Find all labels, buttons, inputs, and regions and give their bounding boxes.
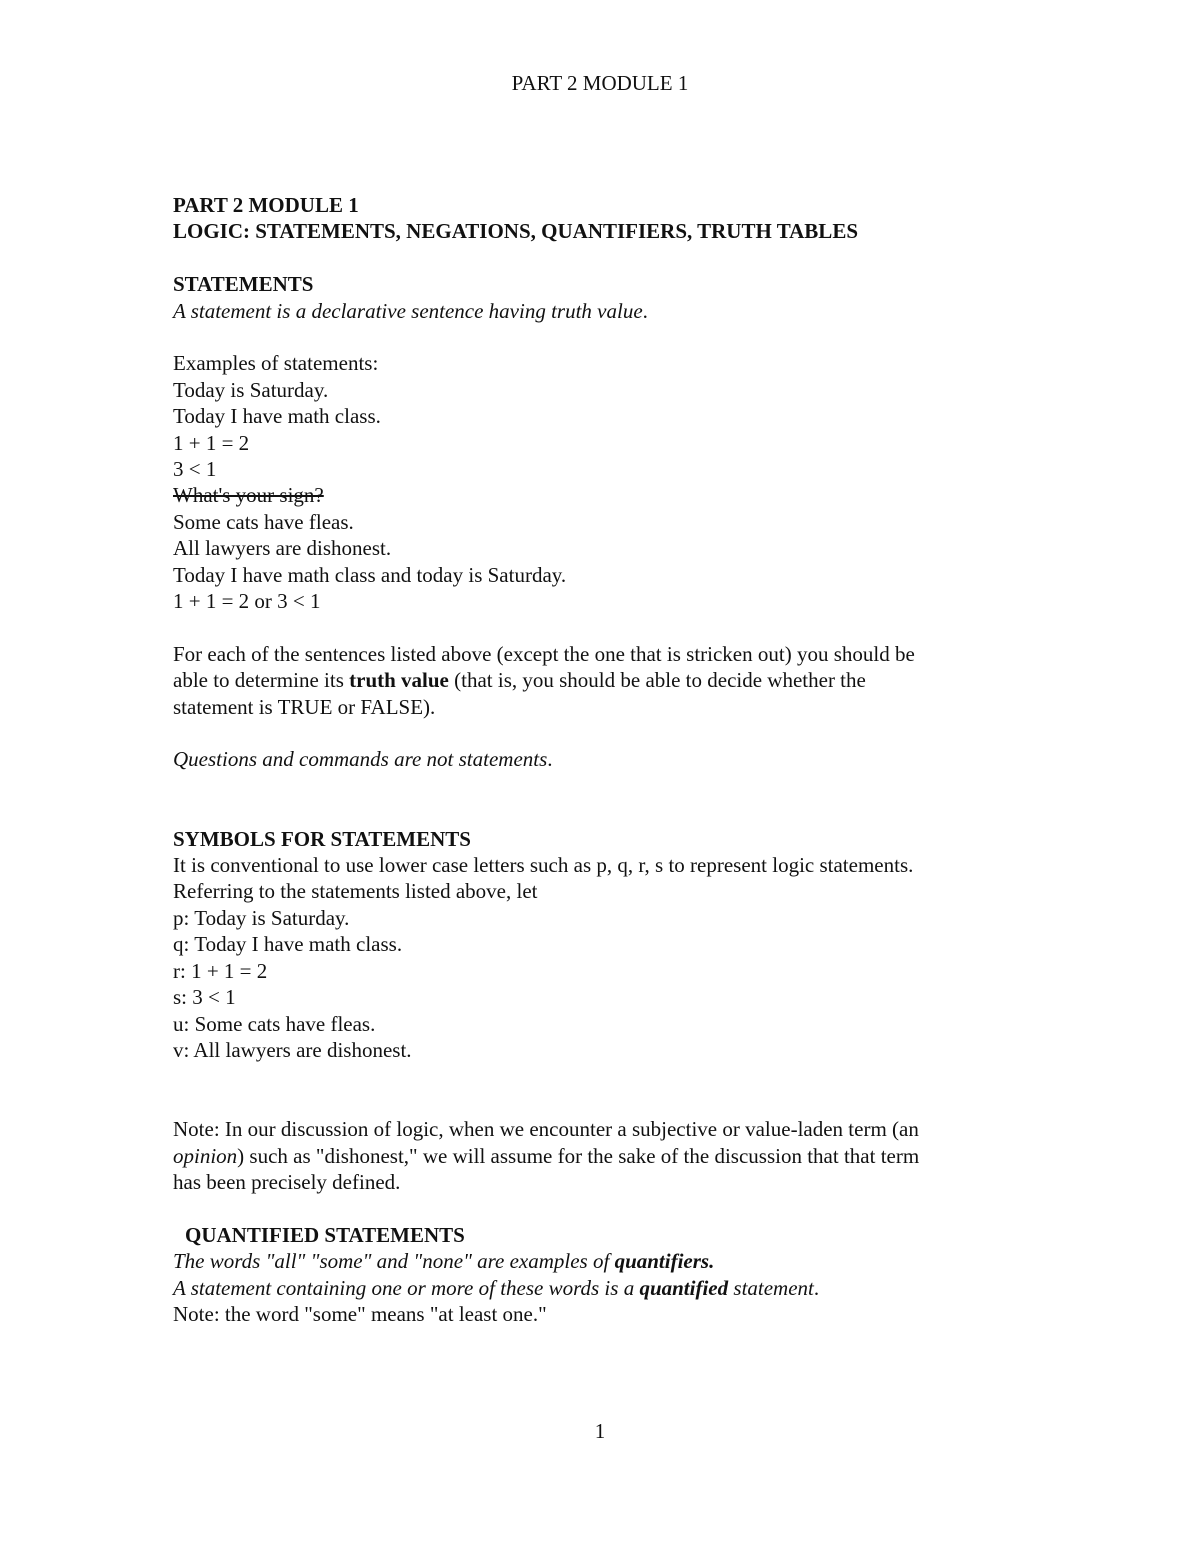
statement-definition — [173, 298, 1033, 324]
symbol-definition: u: Some cats have fleas. — [173, 1011, 376, 1036]
quantified-line2-post: statement — [728, 1275, 814, 1300]
symbol-definition: s: 3 < 1 — [173, 985, 236, 1010]
definition-text: A statement is a declarative sentence having truth value — [173, 298, 643, 323]
quantifiers-term: quantifiers. — [614, 1249, 715, 1274]
struck-example — [173, 482, 1033, 508]
statements-heading: STATEMENTS — [173, 272, 314, 297]
example-item: Today is Saturday. — [173, 377, 329, 402]
note-line1: Note: In our discussion of logic, when we encounter a subjective or value-laden term (an — [173, 1117, 919, 1142]
examples-intro: Examples of statements: — [173, 351, 379, 376]
page-number: 1 — [594, 1419, 606, 1443]
para-line2-post: (that is, you should be able to decide whether the — [448, 668, 866, 693]
example-item: 3 < 1 — [173, 457, 217, 482]
truth-value-para-line1: For each of the sentences listed above (except the one that is stricken out) you should be — [173, 641, 915, 666]
note-line2-rest: ) such as "dishonest," we will assume for the sake of the discussion that that term — [237, 1143, 920, 1168]
example-item: Today I have math class. — [173, 404, 381, 429]
truth-value-para-line3: statement is TRUE or FALSE). — [173, 694, 436, 719]
quantified-heading: QUANTIFIED STATEMENTS — [185, 1222, 465, 1247]
definition-period: . — [642, 298, 648, 323]
questions-note-period: . — [547, 747, 553, 772]
quantified-term: quantified — [639, 1275, 729, 1300]
truth-value-para-line2 — [173, 667, 1033, 693]
page-content — [173, 192, 1033, 1327]
quantified-line1-pre: The words "all" "some" and "none" are examples of — [173, 1249, 615, 1274]
questions-note — [173, 746, 1033, 772]
quantified-line2 — [173, 1275, 1033, 1301]
struck-example-text: What's your sign? — [173, 483, 324, 508]
symbol-definition: q: Today I have math class. — [173, 932, 403, 957]
questions-note-text: Questions and commands are not statements — [173, 747, 548, 772]
example-item: 1 + 1 = 2 — [173, 430, 250, 455]
example-item: All lawyers are dishonest. — [173, 536, 392, 561]
para-line2-pre: able to determine its — [173, 668, 350, 693]
module-title: PART 2 MODULE 1 — [173, 193, 359, 217]
running-header: PART 2 MODULE 1 — [511, 71, 689, 95]
symbol-definition: v: All lawyers are dishonest. — [173, 1037, 412, 1062]
symbol-definition: r: 1 + 1 = 2 — [173, 958, 268, 983]
symbol-definition: p: Today is Saturday. — [173, 905, 350, 930]
example-item: Some cats have fleas. — [173, 509, 354, 534]
symbols-heading: SYMBOLS FOR STATEMENTS — [173, 826, 471, 851]
quantified-line1 — [173, 1248, 1033, 1274]
quantified-line2-period: . — [813, 1275, 820, 1300]
opinion-term: opinion — [173, 1143, 238, 1168]
note-line3: has been precisely defined. — [173, 1169, 401, 1194]
quantified-line3: Note: the word "some" means "at least one." — [173, 1301, 547, 1326]
symbols-line2: Referring to the statements listed above, let — [173, 879, 538, 904]
example-item: Today I have math class and today is Saturday. — [173, 562, 567, 587]
truth-value-term: truth value — [349, 668, 449, 693]
symbols-line1: It is conventional to use lower case letters such as p, q, r, s to represent logic statements. — [173, 853, 914, 878]
note-line2 — [173, 1143, 1033, 1169]
example-item: 1 + 1 = 2 or 3 < 1 — [173, 589, 321, 614]
quantified-line2-pre: A statement containing one or more of these words is a — [173, 1275, 640, 1300]
topic-title: LOGIC: STATEMENTS, NEGATIONS, QUANTIFIERS, TRUTH TABLES — [173, 219, 859, 244]
